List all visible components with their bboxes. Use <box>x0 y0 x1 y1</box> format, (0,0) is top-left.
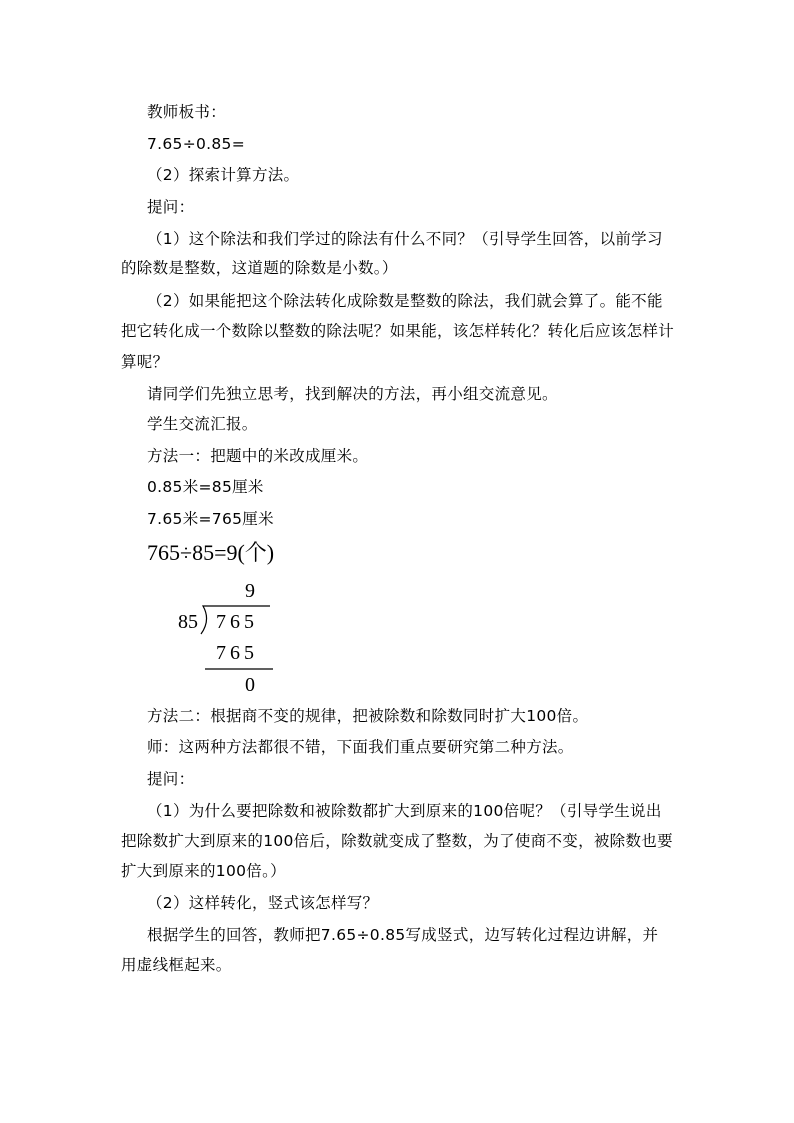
text-line-teacher-action: 根据学生的回答，教师把7.65÷0.85写成竖式，边写转化过程边讲解，并 <box>147 926 659 944</box>
division-bracket <box>201 606 270 634</box>
text-line-question-heading: 提问： <box>147 198 195 216</box>
text-line-conversion-2: 7.65米=765厘米 <box>147 510 274 528</box>
text-line-method-1: 方法一：把题中的米改成厘米。 <box>147 447 369 465</box>
text-line-problem: 7.65÷0.85= <box>147 135 245 153</box>
text-line-question-4: （2）这样转化，竖式该怎样写？ <box>147 894 379 912</box>
text-line-question-heading-2: 提问： <box>147 770 195 788</box>
text-line-question-1: （1）这个除法和我们学过的除法有什么不同？（引导学生回答，以前学习 <box>147 230 663 248</box>
text-line-method-2: 方法二：根据商不变的规律，把被除数和除数同时扩大100倍。 <box>147 707 589 725</box>
text-line-question-3-cont: 把除数扩大到原来的100倍后，除数就变成了整数，为了使商不变，被除数也要 <box>121 832 673 850</box>
long-division-quotient: 9 <box>245 580 259 602</box>
equation-line: 765÷85=9(个) <box>147 540 275 565</box>
long-division-remainder: 0 <box>245 674 259 696</box>
text-line-report: 学生交流汇报。 <box>147 415 258 433</box>
text-line-instruction: 请同学们先独立思考，找到解决的方法，再小组交流意见。 <box>147 385 558 403</box>
long-division-divisor: 85 <box>178 611 198 633</box>
text-line-question-2-end: 算呢？ <box>121 353 169 371</box>
text-line-question-2-cont: 把它转化成一个数除以整数的除法呢？如果能，该怎样转化？转化后应该怎样计 <box>121 322 675 340</box>
text-line-question-3-end: 扩大到原来的100倍。） <box>121 862 286 880</box>
long-division-dividend: 765 <box>216 611 258 633</box>
text-line-question-3: （1）为什么要把除数和被除数都扩大到原来的100倍呢？（引导学生说出 <box>147 802 662 820</box>
text-line-question-1-cont: 的除数是整数，这道题的除数是小数。） <box>121 259 398 277</box>
text-line-teacher-action-end: 用虚线框起来。 <box>121 956 232 974</box>
text-line-section: （2）探索计算方法。 <box>147 166 300 184</box>
text-line-teacher-comment: 师：这两种方法都很不错，下面我们重点要研究第二种方法。 <box>147 738 574 756</box>
text-line-conversion-1: 0.85米=85厘米 <box>147 478 264 496</box>
long-division-product: 765 <box>216 642 258 664</box>
text-line-board-note: 教师板书： <box>147 103 227 121</box>
text-line-question-2: （2）如果能把这个除法转化成除数是整数的除法，我们就会算了。能不能 <box>147 292 663 310</box>
